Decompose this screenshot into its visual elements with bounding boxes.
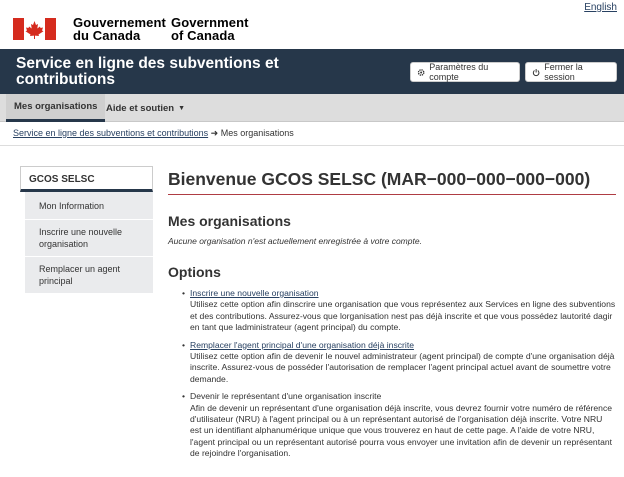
sidebar-item-replace-agent[interactable]: Remplacer un agent principal <box>20 257 153 294</box>
menu-item-my-organizations[interactable] <box>6 94 105 122</box>
option-title: Devenir le représentant d'une organisation inscrite <box>190 391 382 402</box>
list-item <box>182 391 616 459</box>
page-title: Bienvenue GCOS SELSC (MAR−000−000−000−000) <box>168 168 616 195</box>
sidebar-item-my-information[interactable]: Mon Information <box>20 192 153 220</box>
sidebar-heading: GCOS SELSC <box>20 166 153 192</box>
list-item <box>182 288 616 334</box>
register-organization-link[interactable]: Inscrire une nouvelle organisation <box>190 288 319 298</box>
gov-fr-line2: du Canada <box>73 28 141 43</box>
account-settings-button[interactable] <box>410 62 520 82</box>
canada-flag-icon <box>13 18 56 40</box>
menu-item-label: Aide et soutien <box>106 102 175 114</box>
language-toggle-link[interactable]: English <box>584 2 617 13</box>
no-organizations-note: Aucune organisation n'est actuellement enregistrée à votre compte. <box>168 236 422 246</box>
breadcrumb-arrow-icon: ➜ <box>210 128 219 138</box>
list-item <box>182 340 616 386</box>
main-content <box>168 168 616 466</box>
gov-name-fr <box>73 16 166 42</box>
app-banner <box>0 49 624 94</box>
divider <box>0 145 624 146</box>
breadcrumb-link-home[interactable]: Service en ligne des subventions et contributions <box>13 128 209 138</box>
breadcrumb <box>13 128 294 139</box>
gov-name-en <box>171 16 249 42</box>
sidebar <box>20 166 153 294</box>
main-menu <box>0 94 624 122</box>
gov-en-line2: of Canada <box>171 28 235 43</box>
chevron-down-icon: ▼ <box>178 104 186 112</box>
gear-icon <box>417 68 425 77</box>
menu-item-help-support[interactable] <box>98 94 193 122</box>
menu-item-label: Mes organisations <box>14 101 98 112</box>
option-description: Utilisez cette option afin de devenir le nouvel administrateur (agent principal) de compte d'une organisation déjà inscrite. Assurez-vous de posséder l'autorisation de remplacer l'agent principal actuel avant de soumettre votre demande. <box>190 351 615 384</box>
sign-out-button[interactable] <box>525 62 617 82</box>
options-heading: Options <box>168 264 221 280</box>
option-description: Afin de devenir un représentant d'une organisation déjà inscrite, vous devrez fournir votre numéro de référence d'utilisateur (NRU) à l'agent principal ou à un représentant autorisé de l'organisation déjà inscrite. Votre NRU est un identifiant alphanumérique unique que vous trouverez en haut de cette page. A l'aide de votre NRU, l'agent principal ou un représentant autorisé pourra vous envoyer une invitation afin de devenir un représentant de rejoindre l'organisation. <box>190 402 613 459</box>
gc-header <box>0 0 624 49</box>
app-title: Service en ligne des subventions et contributions <box>16 55 279 88</box>
options-list <box>168 288 616 460</box>
organizations-heading: Mes organisations <box>168 213 291 229</box>
power-icon <box>532 68 540 77</box>
replace-agent-link[interactable]: Remplacer l'agent principal d'une organisation déjà inscrite <box>190 339 414 350</box>
account-settings-label: Paramètres du compte <box>429 62 489 82</box>
sidebar-item-register-organization[interactable]: Inscrire une nouvelle organisation <box>20 220 153 257</box>
gov-en-line1: Government <box>171 15 249 30</box>
option-description: Utilisez cette option afin dinscrire une organisation que vous représentez aux Services en ligne des subventions et des contributions. Assurez-vous que lorganisation nest pas déjà inscrite et que vous possédez lautorité dagir en tant que ladministrateur (agent principal) du compte. <box>190 299 616 333</box>
sign-out-label: Fermer la session <box>544 62 583 82</box>
breadcrumb-current: Mes organisations <box>220 128 294 138</box>
gov-fr-line1: Gouvernement <box>73 15 166 30</box>
